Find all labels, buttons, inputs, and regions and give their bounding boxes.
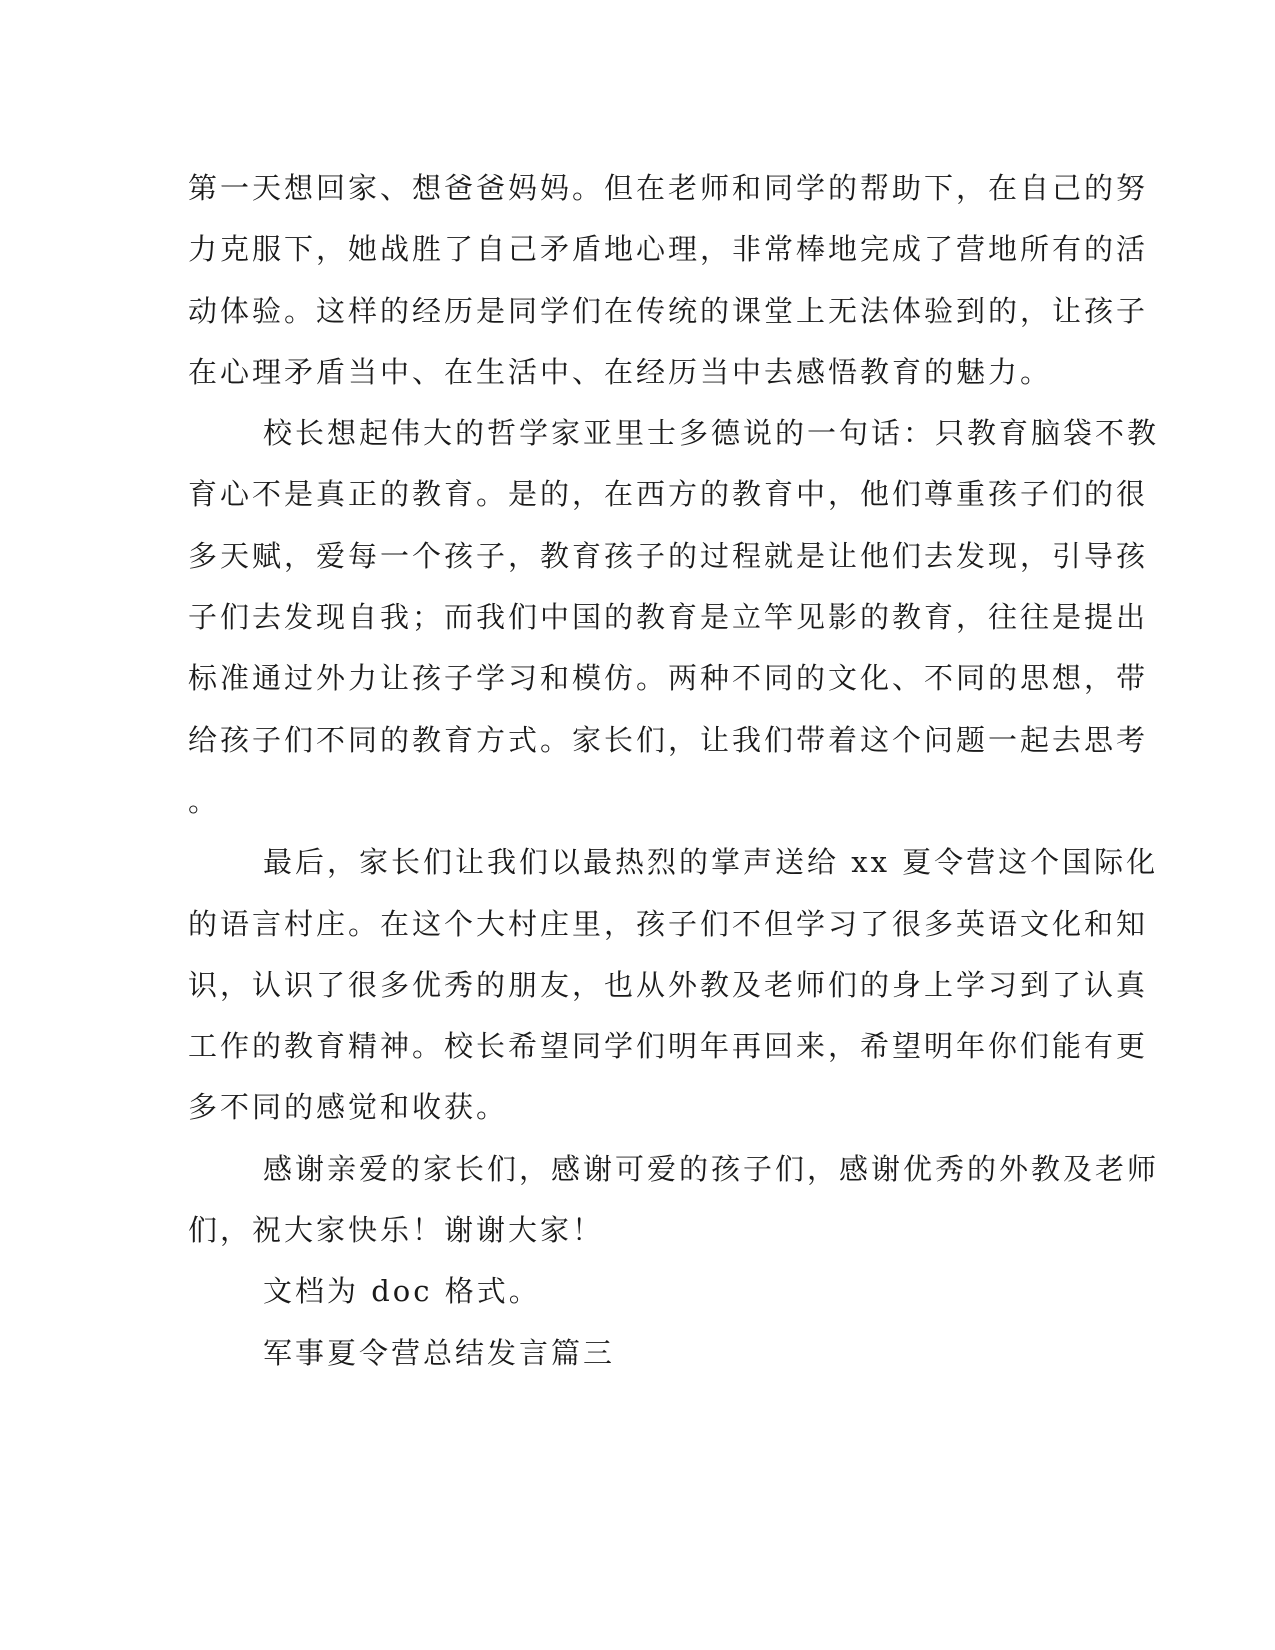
paragraph-line: 第一天想回家、想爸爸妈妈。但在老师和同学的帮助下，在自己的努	[188, 171, 1149, 205]
paragraph-line: 标准通过外力让孩子学习和模仿。两种不同的文化、不同的思想，带	[188, 661, 1149, 696]
paragraph-line: 校长想起伟大的哲学家亚里士多德说的一句话：只教育脑袋不教	[263, 416, 1160, 451]
paragraph-line: 们，祝大家快乐！谢谢大家！	[188, 1213, 605, 1248]
paragraph-line: 文档为 doc 格式。	[263, 1274, 541, 1309]
paragraph-line: 识，认识了很多优秀的朋友，也从外教及老师们的身上学习到了认真	[188, 967, 1149, 1002]
paragraph-line: 最后，家长们让我们以最热烈的掌声送给 xx 夏令营这个国际化	[263, 845, 1159, 880]
paragraph-line: 工作的教育精神。校长希望同学们明年再回来，希望明年你们能有更	[188, 1029, 1149, 1064]
paragraph-line: 多不同的感觉和收获。	[188, 1090, 509, 1125]
paragraph-line: 。	[188, 783, 221, 818]
paragraph-line: 子们去发现自我；而我们中国的教育是立竿见影的教育，往往是提出	[188, 600, 1149, 635]
paragraph-line: 的语言村庄。在这个大村庄里，孩子们不但学习了很多英语文化和知	[188, 906, 1149, 941]
paragraph-line: 力克服下，她战胜了自己矛盾地心理，非常棒地完成了营地所有的活	[188, 232, 1149, 267]
paragraph-line: 给孩子们不同的教育方式。家长们，让我们带着这个问题一起去思考	[188, 722, 1149, 757]
paragraph-line: 育心不是真正的教育。是的，在西方的教育中，他们尊重孩子们的很	[188, 477, 1149, 512]
paragraph-line: 多天赋，爱每一个孩子，教育孩子的过程就是让他们去发现，引导孩	[188, 538, 1149, 573]
paragraph-line: 动体验。这样的经历是同学们在传统的课堂上无法体验到的，让孩子	[188, 293, 1149, 328]
paragraph-line: 感谢亲爱的家长们，感谢可爱的孩子们，感谢优秀的外教及老师	[263, 1151, 1160, 1186]
section-heading: 军事夏令营总结发言篇三	[263, 1335, 616, 1370]
paragraph-line: 在心理矛盾当中、在生活中、在经历当中去感悟教育的魅力。	[188, 354, 1053, 389]
document-body	[188, 158, 1160, 1384]
